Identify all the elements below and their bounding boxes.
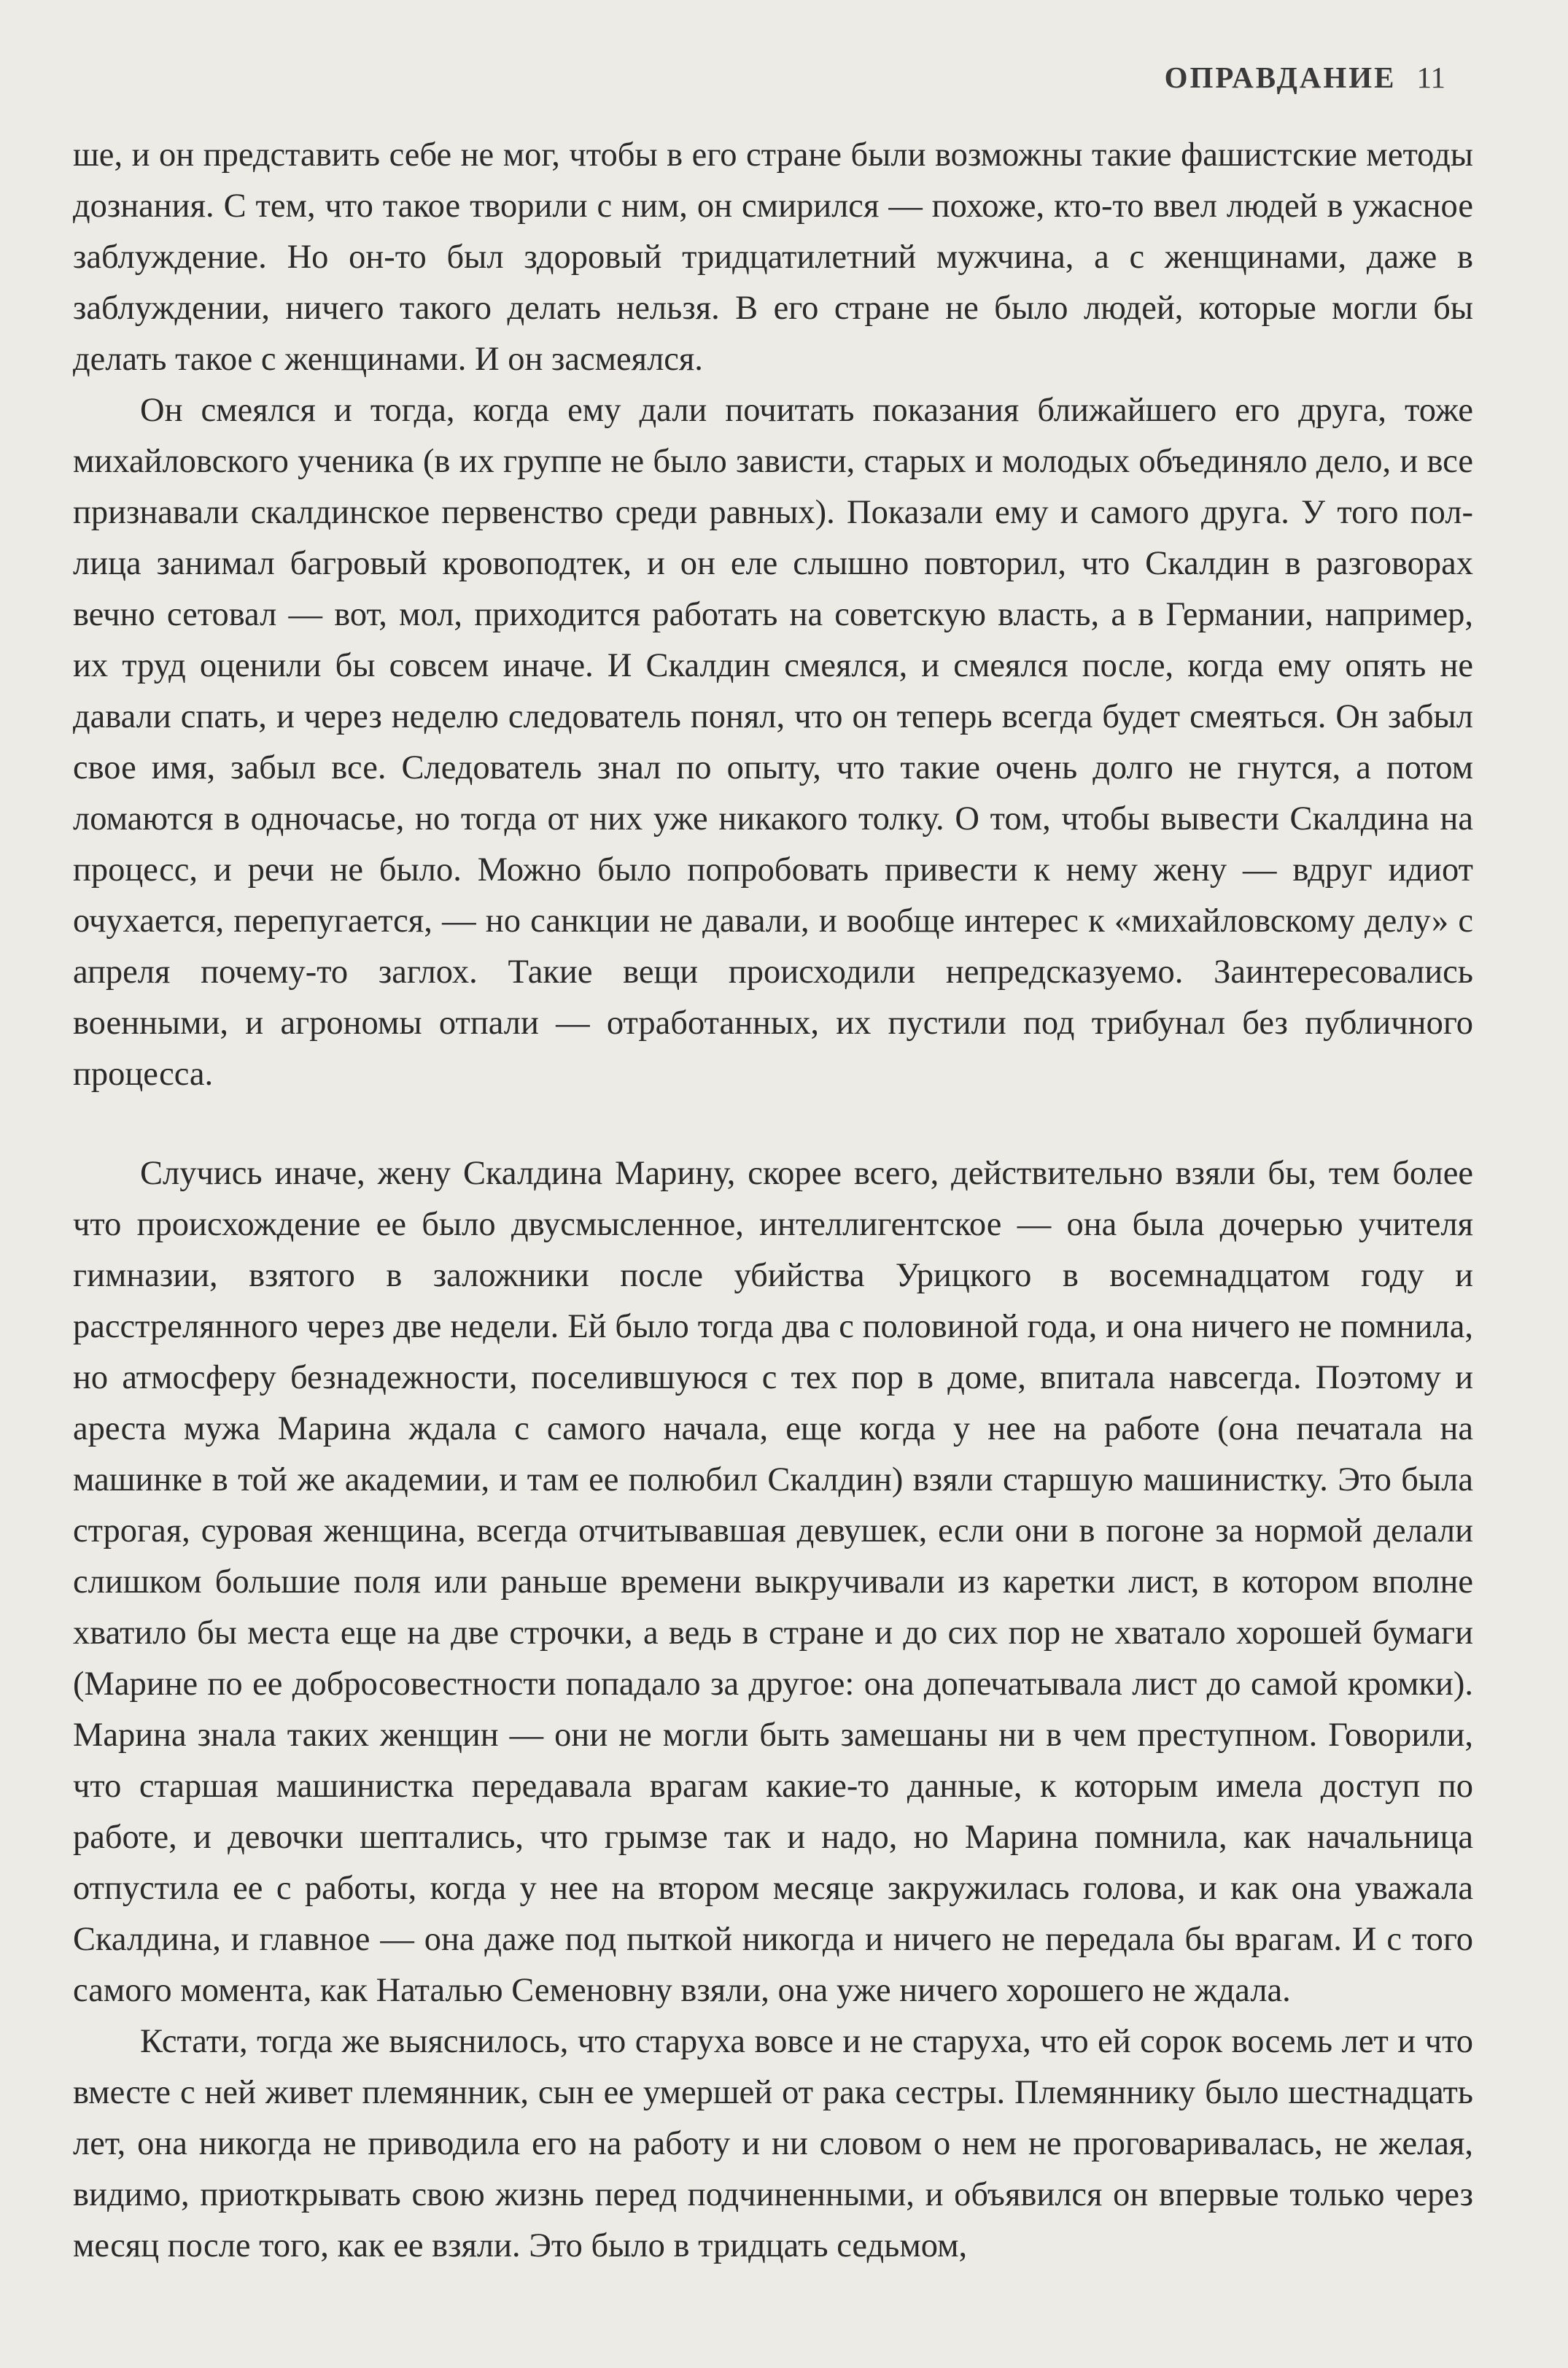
- body-text: [73, 130, 1473, 2272]
- section-break: [73, 1100, 1473, 1148]
- paragraph: Он смеялся и тогда, когда ему дали почитать показания ближайшего его друга, тоже михайловского ученика (в их группе не было зависти, старых и молодых объединяло дело, и все признавали скалдинское первенство среди равных). Показали ему и самого друга. У того пол-лица занимал багровый кровоподтек, и он еле слышно повторил, что Скалдин в разговорах вечно сетовал — вот, мол, приходится работать на советскую власть, а в Германии, например, их труд оценили бы совсем иначе. И Скалдин смеялся, и смеялся после, когда ему опять не давали спать, и через неделю следователь понял, что он теперь всегда будет смеяться. Он забыл свое имя, забыл все. Следователь знал по опыту, что такие очень долго не гнутся, а потом ломаются в одночасье, но тогда от них уже никакого толку. О том, чтобы вывести Скалдина на процесс, и речи не было. Можно было попробовать привести к нему жену — вдруг идиот очухается, перепугается, — но санкции не давали, и вообще интерес к «михайловскому делу» с апреля почему-то заглох. Такие вещи происходили непредсказуемо. Заинтересовались военными, и агрономы отпали — отработанных, их пустили под трибунал без публичного процесса.: [73, 392, 1473, 1093]
- paragraph: Случись иначе, жену Скалдина Марину, скорее всего, действительно взяли бы, тем более что происхождение ее было двусмысленное, интеллигентское — она была дочерью учителя гимназии, взятого в заложники после убийства Урицкого в восемнадцатом году и расстрелянного через две недели. Ей было тогда два с половиной года, и она ничего не помнила, но атмосферу безнадежности, поселившуюся с тех пор в доме, впитала навсегда. Поэтому и ареста мужа Марина ждала с самого начала, еще когда у нее на работе (она печатала на машинке в той же академии, и там ее полюбил Скалдин) взяли старшую машинистку. Это была строгая, суровая женщина, всегда отчитывавшая девушек, если они в погоне за нормой делали слишком большие поля или раньше времени выкручивали из каретки лист, в котором вполне хватило бы места еще на две строчки, а ведь в стране и до сих пор не хватало хорошей бумаги (Марине по ее добросовестности попадало за другое: она допечатывала лист до самой кромки). Марина знала таких женщин — они не могли быть замешаны ни в чем преступном. Говорили, что старшая машинистка передавала врагам какие-то данные, к которым имела доступ по работе, и девочки шептались, что грымзе так и надо, но Марина помнила, как начальница отпустила ее с работы, когда у нее на втором месяце закружилась голова, и как она уважала Скалдина, и главное — она даже под пыткой никогда и ничего не передала бы врагам. И с того самого момента, как Наталью Семеновну взяли, она уже ничего хорошего не ждала.: [73, 1155, 1473, 2009]
- running-header: [1165, 60, 1445, 95]
- chapter-title: ОПРАВДАНИЕ: [1164, 61, 1397, 94]
- page-number: 11: [1416, 61, 1445, 94]
- paragraph: ше, и он представить себе не мог, чтобы в его стране были возможны такие фашистские методы дознания. С тем, что такое творили с ним, он смирился — похоже, кто-то ввел людей в ужасное заблуждение. Но он-то был здоровый тридцатилетний мужчина, а с женщинами, даже в заблуждении, ничего такого делать нельзя. В его стране не было людей, которые могли бы делать такое с женщинами. И он засмеялся.: [73, 136, 1473, 378]
- paragraph: Кстати, тогда же выяснилось, что старуха вовсе и не старуха, что ей сорок восемь лет и что вместе с ней живет племянник, сын ее умершей от рака сестры. Племяннику было шестнадцать лет, она никогда не приводила его на работу и ни словом о нем не проговаривалась, не желая, видимо, приоткрывать свою жизнь перед подчиненными, и объявился он впервые только через месяц после того, как ее взяли. Это было в тридцать седьмом,: [73, 2023, 1473, 2264]
